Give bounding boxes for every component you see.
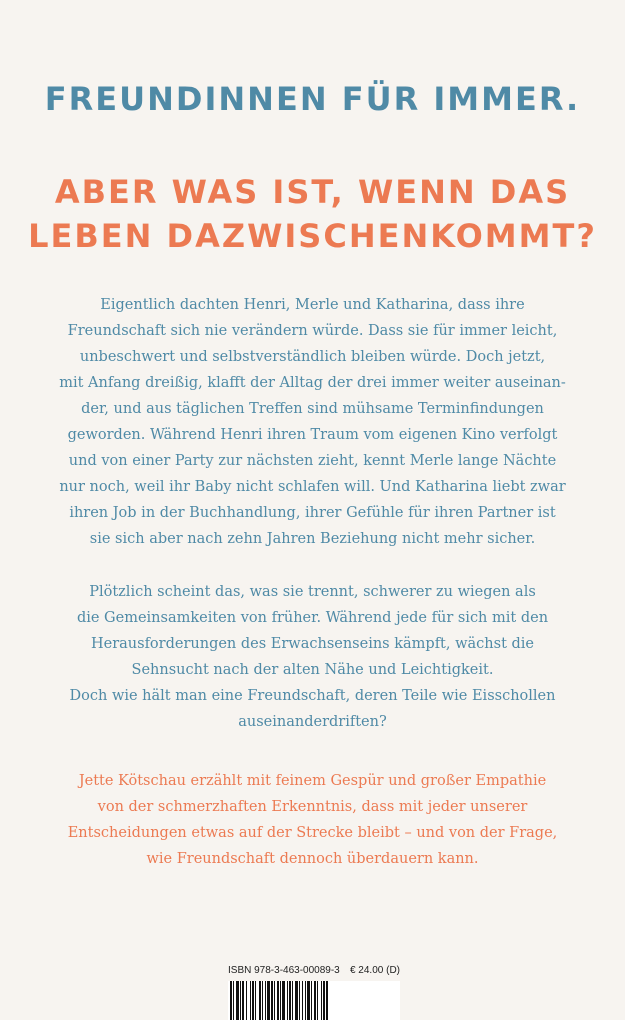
text-line: wie Freundschaft dennoch überdauern kann. <box>146 851 479 867</box>
barcode-bar <box>242 981 244 1020</box>
text-line: die Gemeinsamkeiten von früher. Während jede für sich mit den <box>76 610 549 626</box>
barcode <box>228 981 400 1020</box>
barcode-bar <box>274 981 275 1020</box>
text-line: Doch wie hält man eine Freundschaft, deren Teile wie Eisschollen <box>69 688 556 704</box>
barcode-bar <box>280 981 281 1020</box>
barcode-bar <box>271 981 273 1020</box>
text-line: unbeschwert und selbstverständlich bleiben würde. Doch jetzt, <box>79 349 546 365</box>
barcode-bar <box>233 981 234 1020</box>
text-line: Eigentlich dachten Henri, Merle und Katharina, dass ihre <box>100 297 525 313</box>
barcode-bar <box>295 981 298 1020</box>
barcode-bar <box>262 981 263 1020</box>
text-line: Plötzlich scheint das, was sie trennt, schwerer zu wiegen als <box>89 584 536 600</box>
text-line: Herausforderungen des Erwachsenseins kämpft, wächst die <box>90 636 534 652</box>
text-line: und von einer Party zur nächsten zieht, kennt Merle lange Nächte <box>68 453 557 469</box>
author-blurb-paragraph <box>0 768 625 872</box>
headline-secondary-line: LEBEN DAZWISCHENKOMMT? <box>28 217 597 255</box>
text-line: Jette Kötschau erzählt mit feinem Gespür und großer Empathie <box>78 773 547 789</box>
headline-secondary-line: ABER WAS IST, WENN DAS <box>54 173 571 211</box>
text-line: auseinanderdriften? <box>238 714 387 730</box>
isbn-number: ISBN 978-3-463-00089-3 <box>228 965 340 976</box>
barcode-bar <box>292 981 293 1020</box>
barcode-bar <box>305 981 306 1020</box>
barcode-bar <box>265 981 266 1020</box>
barcode-bar <box>246 981 247 1020</box>
barcode-bar <box>282 981 285 1020</box>
text-line: von der schmerzhaften Erkenntnis, dass mit jeder unserer <box>97 799 528 815</box>
barcode-bar <box>289 981 291 1020</box>
barcode-bar <box>317 981 318 1020</box>
text-line: sie sich aber nach zehn Jahren Beziehung nicht mehr sicher. <box>89 531 536 547</box>
barcode-bar <box>230 981 232 1020</box>
text-line: mit Anfang dreißig, klafft der Alltag der drei immer weiter auseinan- <box>59 375 566 391</box>
headline-secondary <box>0 170 625 258</box>
barcode-bar <box>307 981 310 1020</box>
isbn-price-row <box>228 965 400 976</box>
price-label: € 24.00 (D) <box>349 965 400 976</box>
barcode-bar <box>326 981 328 1020</box>
blurb-paragraph-1 <box>0 292 625 552</box>
barcode-bar <box>236 981 239 1020</box>
barcode-bar <box>302 981 303 1020</box>
barcode-bar <box>314 981 316 1020</box>
barcode-bar <box>252 981 254 1020</box>
blurb-paragraph-2 <box>0 579 625 735</box>
text-line: geworden. Während Henri ihren Traum vom eigenen Kino verfolgt <box>67 427 558 443</box>
text-line: Freundschaft sich nie verändern würde. Dass sie für immer leicht, <box>67 323 558 339</box>
barcode-bar <box>277 981 279 1020</box>
barcode-bar <box>255 981 256 1020</box>
barcode-bar <box>321 981 322 1020</box>
text-line: ihren Job in der Buchhandlung, ihrer Gefühle für ihren Partner ist <box>69 505 556 521</box>
barcode-bar <box>287 981 288 1020</box>
barcode-bar <box>299 981 300 1020</box>
text-line: nur noch, weil ihr Baby nicht schlafen will. Und Katharina liebt zwar <box>59 479 566 495</box>
text-line: Entscheidungen etwas auf der Strecke bleibt – und von der Frage, <box>67 825 558 841</box>
barcode-bar <box>311 981 312 1020</box>
barcode-bar <box>240 981 241 1020</box>
barcode-bar <box>267 981 270 1020</box>
text-line: Sehnsucht nach der alten Nähe und Leichtigkeit. <box>131 662 494 678</box>
barcode-bar <box>323 981 325 1020</box>
barcode-bar <box>250 981 251 1020</box>
barcode-bar <box>259 981 261 1020</box>
text-line: der, und aus täglichen Treffen sind mühsame Terminfindungen <box>81 401 544 417</box>
headline-primary: FREUNDINNEN FÜR IMMER. <box>44 80 581 118</box>
